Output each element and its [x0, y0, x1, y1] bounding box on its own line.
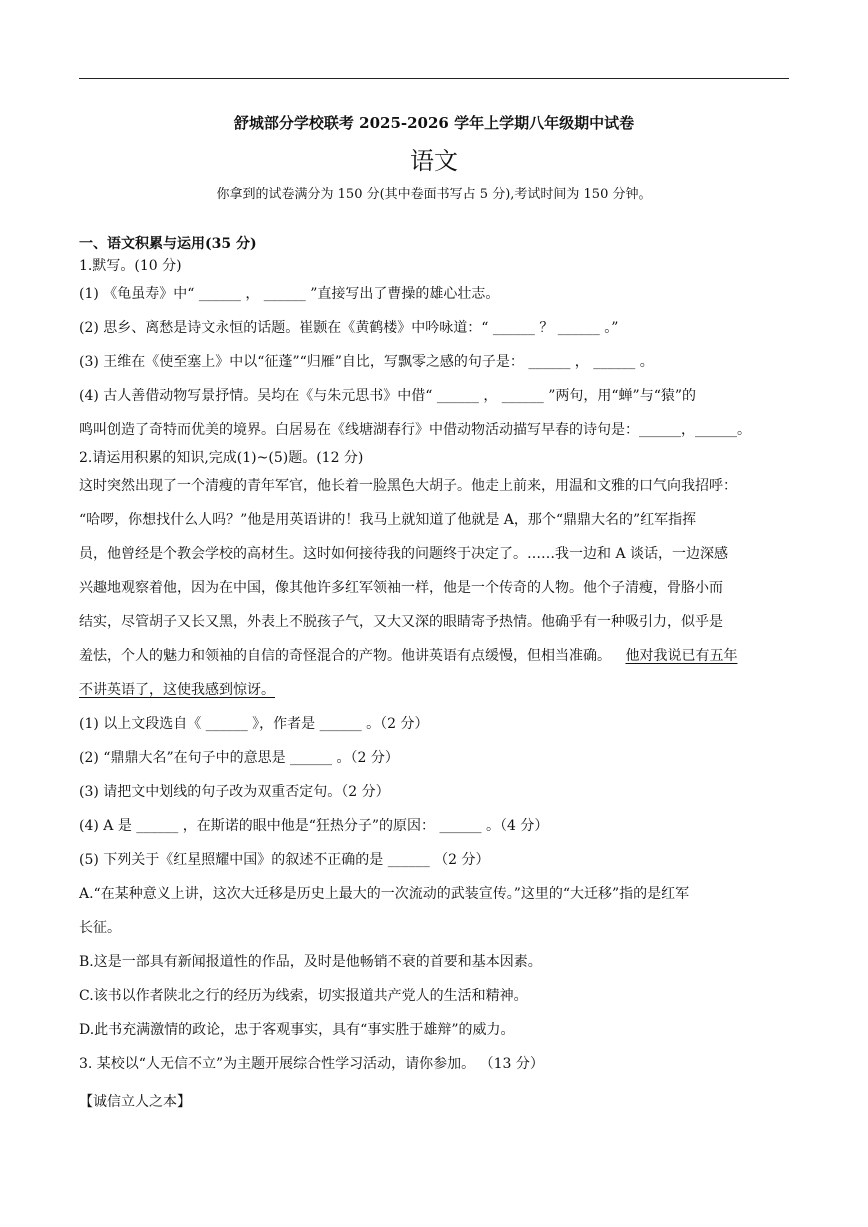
subject-title: 语文 — [410, 147, 458, 175]
passage-line: 兴趣地观察着他，因为在中国，像其他许多红军领袖一样，他是一个传奇的人物。他个子清瘦，骨胳小而 — [79, 580, 723, 596]
top-rule — [79, 78, 789, 79]
q2-item: (5) 下列关于《红星照耀中国》的叙述不正确的是 ______ （2 分） — [79, 852, 490, 868]
passage-line: 羞怯，个人的魅力和领袖的自信的奇怪混合的产物。他讲英语有点缓慢，但相当准确。 — [79, 648, 611, 664]
option-line: A.“在某种意义上讲，这次大迁移是历史上最大的一次流动的武装宣传。”这里的“大迁移”指的是红军 — [79, 886, 690, 902]
q3-subheading: 【诚信立人之本】 — [79, 1094, 191, 1110]
q1-item: (3) 王维在《使至塞上》中以“征蓬”“归雁”自比，写飘零之感的句子是： ______ ， ______ 。 — [79, 354, 654, 370]
passage-line: 这时突然出现了一个清瘦的青年军官，他长着一脸黑色大胡子。他走上前来，用温和文雅的口气向我招呼： — [79, 478, 737, 494]
q1-stem: 1.默写。(10 分) — [79, 258, 182, 274]
q1-item: (4) 古人善借动物写景抒情。吴均在《与朱元思书》中借“ ______ ， ______ ”两句，用“蝉”与“猿”的 — [79, 388, 697, 404]
option-line: D.此书充满激情的政论，忠于客观事实，具有“事实胜于雄辩”的威力。 — [79, 1022, 515, 1038]
option-line: B.这是一部具有新闻报道性的作品，及时是他畅销不衰的首要和基本因素。 — [79, 954, 542, 970]
passage-line-underlined — [79, 681, 794, 699]
option-line: 长征。 — [79, 920, 121, 936]
exam-info: 你拿到的试卷满分为 150 分(其中卷面书写占 5 分),考试时间为 150 分钟。 — [216, 187, 652, 202]
q1-item: (1) 《龟虽寿》中“ ______ ， ______ ”直接写出了曹操的雄心壮志。 — [79, 286, 500, 302]
q1-item: 鸣叫创造了奇特而优美的境界。白居易在《线塘湖春行》中借动物活动描写早春的诗句是：______，______。 — [79, 422, 751, 438]
underlined-sentence: 不讲英语了，这使我感到惊讶。 — [79, 682, 275, 698]
section-heading: 一、语文积累与运用(35 分) — [79, 236, 257, 252]
passage-line-with-underline — [79, 647, 794, 665]
passage-line: 员，他曾经是个教会学校的高材生。这时如何接待我的问题终于决定了。……我一边和 A 谈话，一边深感 — [79, 546, 729, 562]
option-line: C.该书以作者陕北之行的经历为线索，切实报道共产党人的生活和精神。 — [79, 988, 528, 1004]
q1-item: (2) 思乡、离愁是诗文永恒的话题。崔颢在《黄鹤楼》中吟咏道：“ ______ ？ ______ 。” — [79, 320, 619, 336]
q2-stem: 2.请运用积累的知识,完成(1)~(5)题。(12 分) — [79, 450, 364, 466]
q2-item: (3) 请把文中划线的句子改为双重否定句。（2 分） — [79, 784, 390, 800]
underlined-sentence: 他对我说已有五年 — [625, 648, 738, 664]
passage-line: 结实，尽管胡子又长又黑，外表上不脱孩子气，又大又深的眼睛寄予热情。他确乎有一种吸引力，似乎是 — [79, 614, 723, 630]
q2-item: (4) A 是 ______ ，在斯诺的眼中他是“狂热分子”的原因： ______ 。（4 分） — [79, 818, 549, 834]
passage-line: “哈啰，你想找什么人吗？”他是用英语讲的！我马上就知道了他就是 A，那个“鼎鼎大名的”红军指挥 — [79, 512, 697, 528]
q3-stem: 3. 某校以“人无信不立”为主题开展综合性学习活动，请你参加。 （13 分） — [79, 1056, 544, 1072]
q2-item: (1) 以上文段选自《 ______ 》，作者是 ______ 。（2 分） — [79, 716, 429, 732]
exam-title: 舒城部分学校联考 2025-2026 学年上学期八年级期中试卷 — [233, 114, 635, 132]
q2-item: (2) “鼎鼎大名”在句子中的意思是 ______ 。（2 分） — [79, 750, 399, 766]
